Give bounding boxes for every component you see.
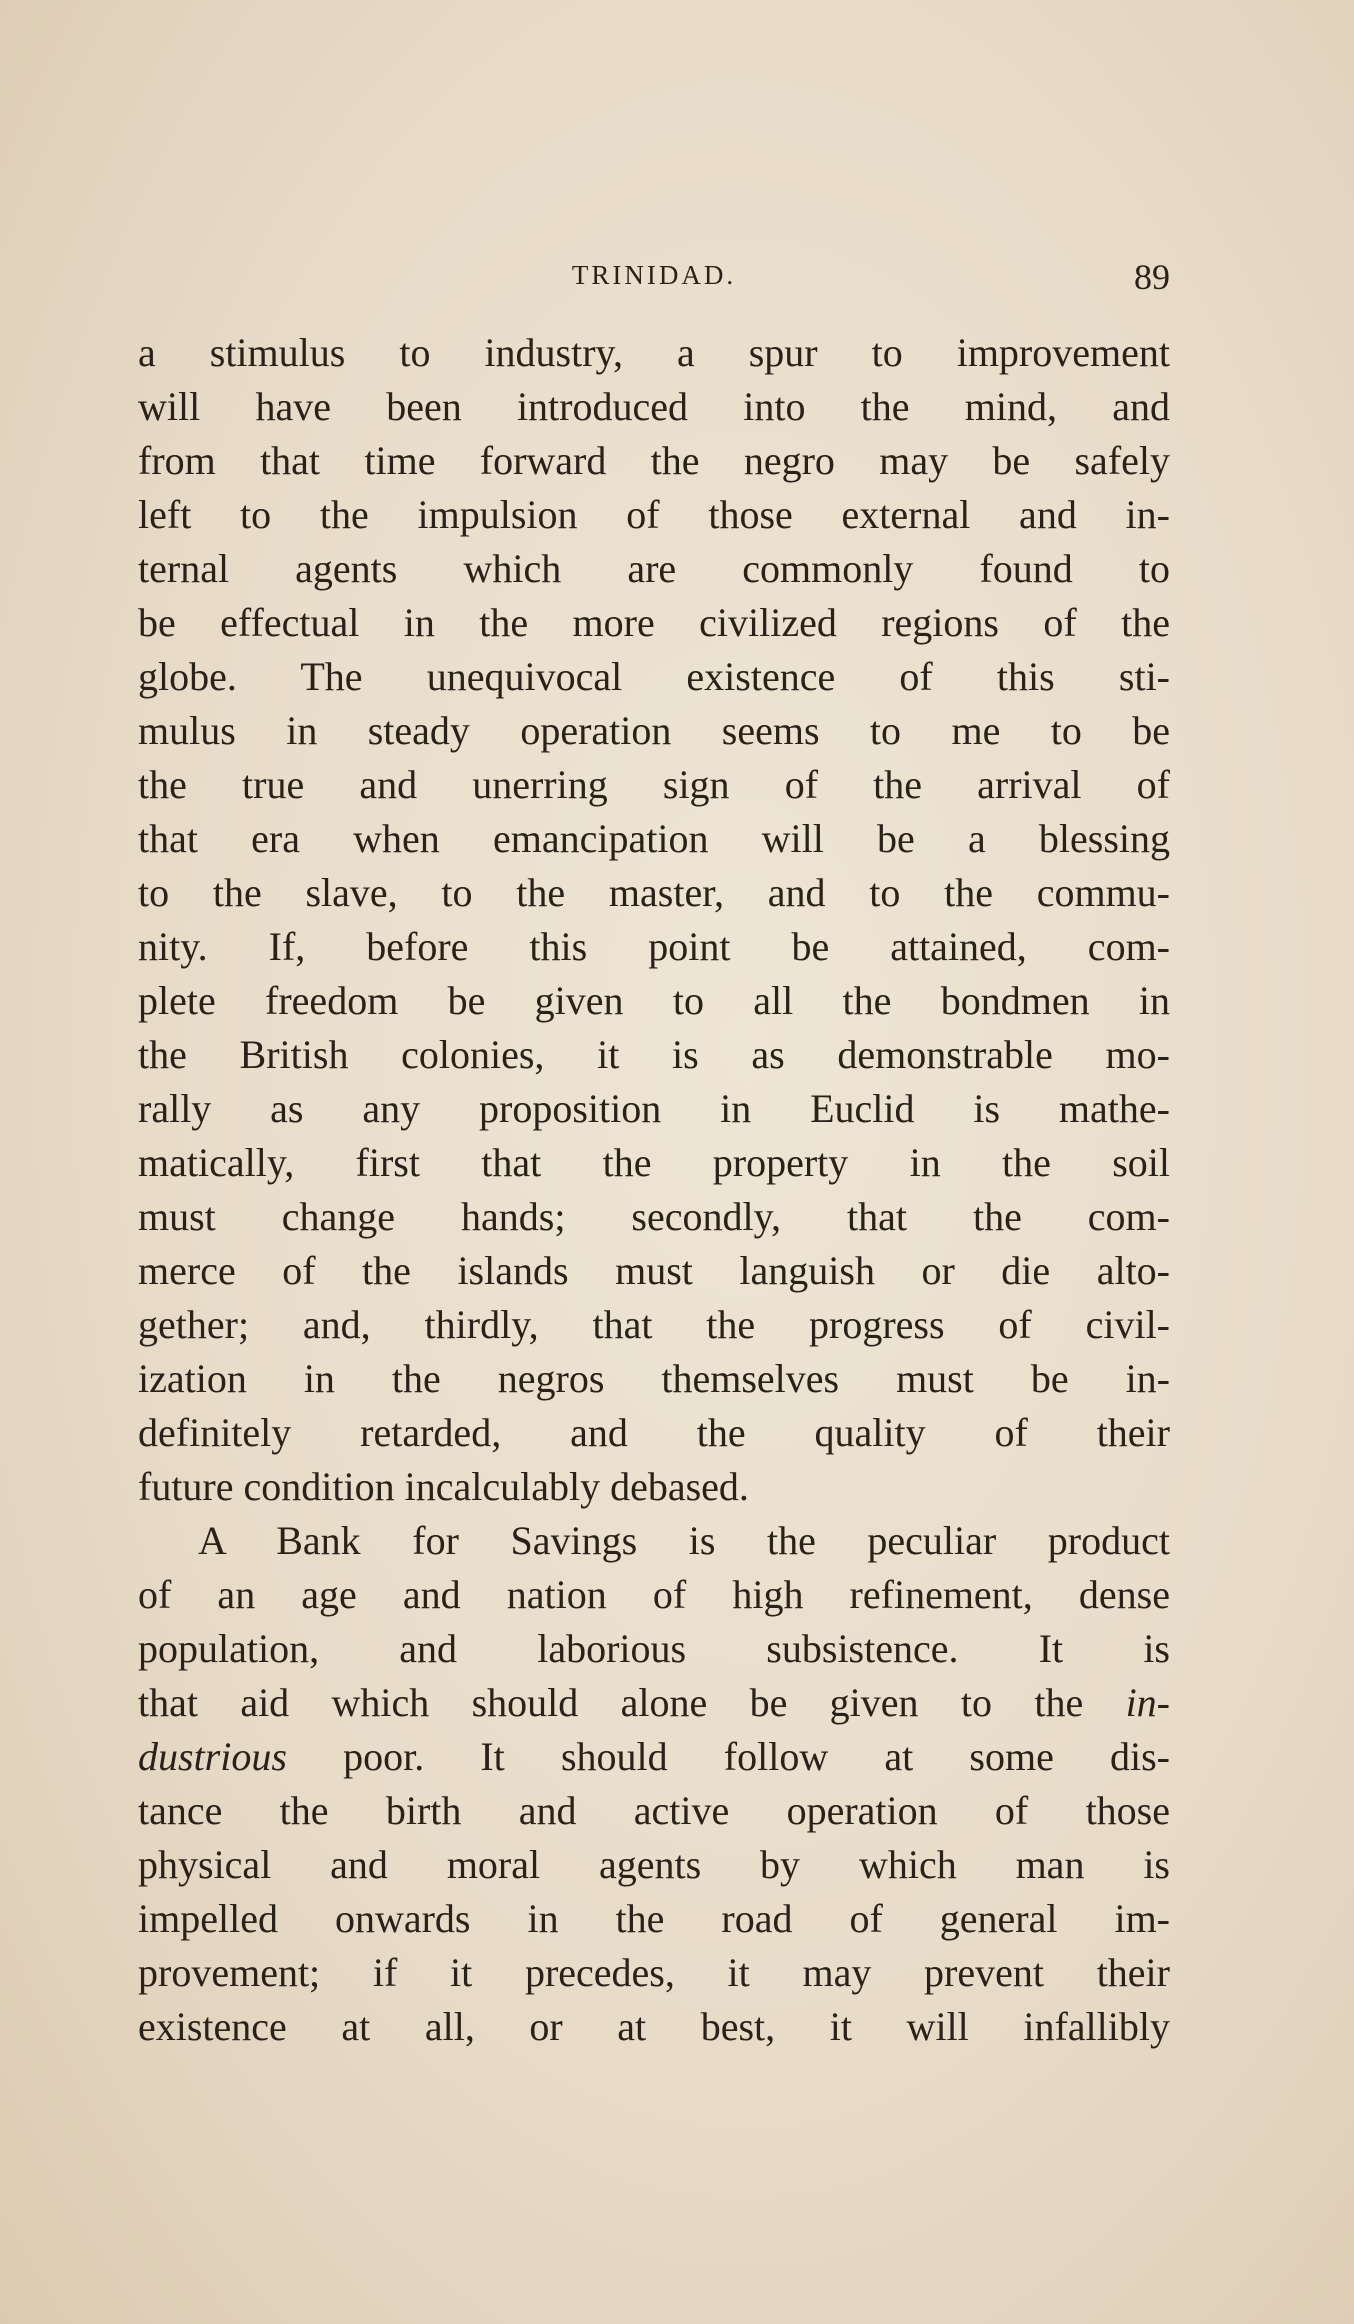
text-line: definitely retarded, and the quality of their — [138, 1410, 1170, 1455]
text-line: population, and laborious subsistence. It is — [138, 1626, 1170, 1671]
text-span: poor. It should follow at some dis- — [343, 1734, 1170, 1779]
text-line: impelled onwards in the road of general im- — [138, 1896, 1170, 1941]
running-head — [138, 256, 1170, 300]
text-line: ization in the negros themselves must be in- — [138, 1356, 1170, 1401]
text-line: ternal agents which are commonly found to — [138, 546, 1170, 591]
italic-text: dustrious — [138, 1734, 287, 1779]
text-line: be effectual in the more civilized regions of the — [138, 600, 1170, 645]
text-line: that era when emancipation will be a blessing — [138, 816, 1170, 861]
text-line: rally as any proposition in Euclid is mathe- — [138, 1086, 1170, 1131]
text-line: the British colonies, it is as demonstrable mo- — [138, 1032, 1170, 1077]
text-line: future condition incalculably debased. — [138, 1464, 749, 1509]
text-line — [138, 1676, 1170, 1730]
text-line: plete freedom be given to all the bondmen in — [138, 978, 1170, 1023]
text-line — [138, 1730, 1170, 1784]
text-span: that aid which should alone be given to the — [138, 1680, 1084, 1725]
text-line: from that time forward the negro may be safely — [138, 438, 1170, 483]
text-line: matically, first that the property in the soil — [138, 1140, 1170, 1185]
italic-text: in- — [1125, 1680, 1170, 1725]
text-line: provement; if it precedes, it may prevent their — [138, 1950, 1170, 1995]
page-number: 89 — [1134, 257, 1170, 297]
text-line: of an age and nation of high refinement, dense — [138, 1572, 1170, 1617]
text-line: mulus in steady operation seems to me to be — [138, 708, 1170, 753]
text-line: existence at all, or at best, it will infallibly — [138, 2004, 1170, 2049]
text-line: physical and moral agents by which man is — [138, 1842, 1170, 1887]
text-line: a stimulus to industry, a spur to improvement — [138, 330, 1170, 375]
text-line: merce of the islands must languish or die alto- — [138, 1248, 1170, 1293]
text-line: gether; and, thirdly, that the progress of civil- — [138, 1302, 1170, 1347]
text-line: to the slave, to the master, and to the commu- — [138, 870, 1170, 915]
body-text — [138, 326, 1170, 2054]
text-line: globe. The unequivocal existence of this sti- — [138, 654, 1170, 699]
running-title: TRINIDAD. — [571, 260, 737, 290]
text-line: must change hands; secondly, that the com- — [138, 1194, 1170, 1239]
text-line: left to the impulsion of those external and in- — [138, 492, 1170, 537]
text-line: A Bank for Savings is the peculiar product — [198, 1518, 1170, 1563]
text-line: will have been introduced into the mind, and — [138, 384, 1170, 429]
text-line: tance the birth and active operation of those — [138, 1788, 1170, 1833]
text-line: nity. If, before this point be attained, com- — [138, 924, 1170, 969]
text-line: the true and unerring sign of the arrival of — [138, 762, 1170, 807]
